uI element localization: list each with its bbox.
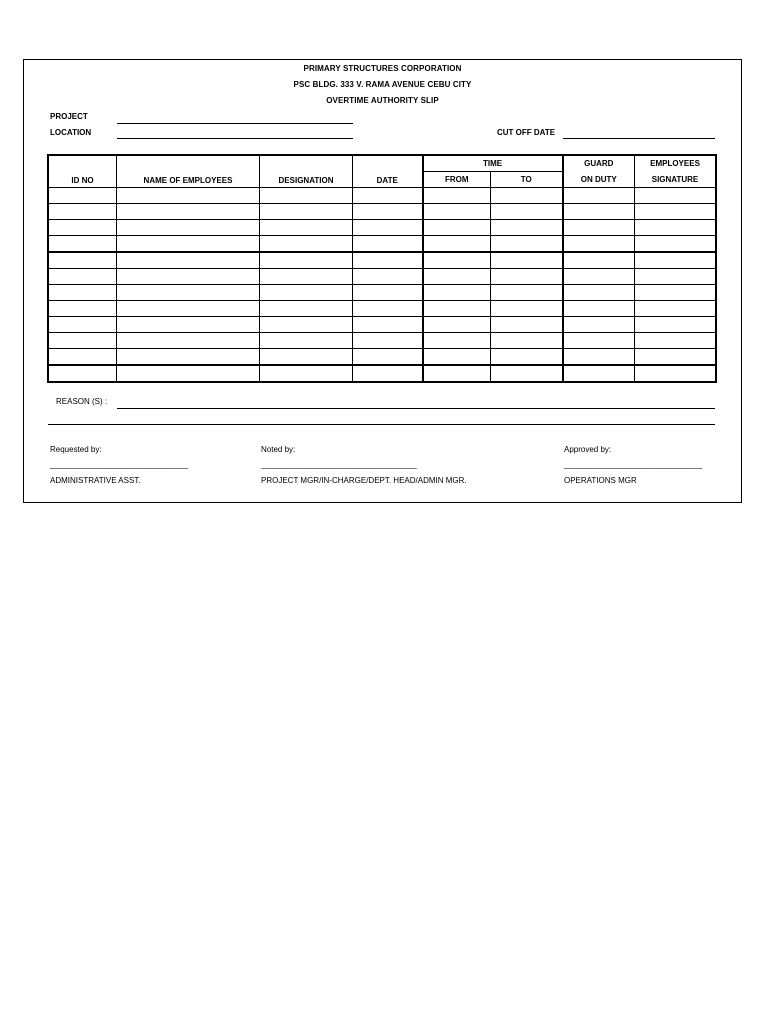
table-cell[interactable] bbox=[117, 301, 260, 317]
table-cell[interactable] bbox=[491, 317, 563, 333]
table-cell[interactable] bbox=[49, 349, 117, 366]
table-cell[interactable] bbox=[563, 269, 635, 285]
table-row bbox=[49, 301, 716, 317]
col-name: NAME OF EMPLOYEES bbox=[117, 156, 260, 188]
table-cell[interactable] bbox=[423, 285, 491, 301]
table-cell[interactable] bbox=[353, 269, 423, 285]
table-cell[interactable] bbox=[635, 301, 716, 317]
table-cell[interactable] bbox=[117, 204, 260, 220]
requested-by-label: Requested by: bbox=[50, 445, 102, 454]
table-cell[interactable] bbox=[491, 269, 563, 285]
table-cell[interactable] bbox=[563, 236, 635, 253]
table-cell[interactable] bbox=[635, 269, 716, 285]
table-cell[interactable] bbox=[491, 204, 563, 220]
approved-by-line[interactable]: _______________________________ bbox=[564, 460, 702, 469]
table-cell[interactable] bbox=[563, 252, 635, 269]
col-signature-top: EMPLOYEES bbox=[635, 156, 716, 172]
table-cell[interactable] bbox=[117, 269, 260, 285]
table-cell[interactable] bbox=[117, 285, 260, 301]
cutoff-date-field[interactable] bbox=[563, 138, 715, 139]
table-cell[interactable] bbox=[260, 285, 353, 301]
table-cell[interactable] bbox=[117, 252, 260, 269]
noted-by-role: PROJECT MGR/IN-CHARGE/DEPT. HEAD/ADMIN MGR. bbox=[261, 476, 467, 485]
table-cell[interactable] bbox=[563, 220, 635, 236]
location-field[interactable] bbox=[117, 138, 353, 139]
requested-by-role: ADMINISTRATIVE ASST. bbox=[50, 476, 141, 485]
requested-by-line[interactable]: _______________________________ bbox=[50, 460, 188, 469]
reason-field-line-2[interactable] bbox=[48, 424, 715, 425]
table-cell[interactable] bbox=[353, 220, 423, 236]
table-cell[interactable] bbox=[353, 188, 423, 204]
table-cell[interactable] bbox=[635, 285, 716, 301]
table-cell[interactable] bbox=[563, 317, 635, 333]
col-date: DATE bbox=[353, 156, 423, 188]
approved-by-role: OPERATIONS MGR bbox=[564, 476, 637, 485]
table-cell[interactable] bbox=[423, 236, 491, 253]
table-cell[interactable] bbox=[491, 188, 563, 204]
table-cell[interactable] bbox=[423, 204, 491, 220]
table-cell[interactable] bbox=[49, 188, 117, 204]
table-cell[interactable] bbox=[635, 349, 716, 366]
employee-table bbox=[48, 155, 716, 382]
cutoff-date-label: CUT OFF DATE bbox=[497, 128, 556, 137]
col-signature-bottom: SIGNATURE bbox=[635, 172, 716, 188]
table-cell[interactable] bbox=[353, 365, 423, 382]
table-cell[interactable] bbox=[353, 252, 423, 269]
table-cell[interactable] bbox=[353, 236, 423, 253]
project-field[interactable] bbox=[117, 123, 353, 124]
table-row bbox=[49, 252, 716, 269]
table-cell[interactable] bbox=[491, 333, 563, 349]
table-cell[interactable] bbox=[117, 236, 260, 253]
col-guard-bottom: ON DUTY bbox=[563, 172, 635, 188]
table-cell[interactable] bbox=[260, 317, 353, 333]
table-cell[interactable] bbox=[353, 317, 423, 333]
table-cell[interactable] bbox=[563, 204, 635, 220]
noted-by-label: Noted by: bbox=[261, 445, 296, 454]
table-cell[interactable] bbox=[491, 349, 563, 366]
noted-by-line[interactable]: ___________________________________ bbox=[261, 460, 417, 469]
table-row bbox=[49, 349, 716, 366]
table-cell[interactable] bbox=[635, 220, 716, 236]
table-cell[interactable] bbox=[563, 333, 635, 349]
table-cell[interactable] bbox=[49, 333, 117, 349]
table-cell[interactable] bbox=[635, 333, 716, 349]
table-cell[interactable] bbox=[635, 188, 716, 204]
table-cell[interactable] bbox=[353, 204, 423, 220]
table-cell[interactable] bbox=[117, 365, 260, 382]
table-cell[interactable] bbox=[117, 349, 260, 366]
table-cell[interactable] bbox=[49, 236, 117, 253]
location-label: LOCATION bbox=[50, 128, 92, 137]
table-cell[interactable] bbox=[563, 301, 635, 317]
table-cell[interactable] bbox=[491, 220, 563, 236]
table-cell[interactable] bbox=[635, 236, 716, 253]
table-cell[interactable] bbox=[260, 333, 353, 349]
col-designation: DESIGNATION bbox=[260, 156, 353, 188]
table-cell[interactable] bbox=[563, 285, 635, 301]
form-title: OVERTIME AUTHORITY SLIP bbox=[326, 96, 439, 105]
table-cell[interactable] bbox=[117, 188, 260, 204]
table-row bbox=[49, 204, 716, 220]
table-cell[interactable] bbox=[49, 317, 117, 333]
table-cell[interactable] bbox=[49, 285, 117, 301]
table-cell[interactable] bbox=[49, 365, 117, 382]
table-cell[interactable] bbox=[423, 349, 491, 366]
project-label: PROJECT bbox=[50, 112, 88, 121]
table-cell[interactable] bbox=[423, 269, 491, 285]
table-cell[interactable] bbox=[260, 365, 353, 382]
table-cell[interactable] bbox=[635, 252, 716, 269]
table-cell[interactable] bbox=[260, 252, 353, 269]
table-cell[interactable] bbox=[563, 188, 635, 204]
table-cell[interactable] bbox=[563, 349, 635, 366]
table-cell[interactable] bbox=[353, 301, 423, 317]
table-cell[interactable] bbox=[260, 349, 353, 366]
table-cell[interactable] bbox=[423, 333, 491, 349]
table-cell[interactable] bbox=[260, 301, 353, 317]
table-cell[interactable] bbox=[491, 301, 563, 317]
table-cell[interactable] bbox=[423, 301, 491, 317]
table-cell[interactable] bbox=[423, 252, 491, 269]
col-time: TIME bbox=[423, 156, 563, 172]
table-cell[interactable] bbox=[635, 317, 716, 333]
table-row bbox=[49, 365, 716, 382]
approved-by-label: Approved by: bbox=[564, 445, 612, 454]
col-time-to: TO bbox=[491, 172, 563, 188]
table-cell[interactable] bbox=[635, 365, 716, 382]
table-cell[interactable] bbox=[260, 269, 353, 285]
table-cell[interactable] bbox=[49, 301, 117, 317]
table-cell[interactable] bbox=[49, 220, 117, 236]
col-time-from: FROM bbox=[423, 172, 491, 188]
table-row bbox=[49, 220, 716, 236]
table-cell[interactable] bbox=[491, 365, 563, 382]
table-cell[interactable] bbox=[353, 333, 423, 349]
table-cell[interactable] bbox=[423, 188, 491, 204]
table-cell[interactable] bbox=[117, 333, 260, 349]
table-row bbox=[49, 317, 716, 333]
table-cell[interactable] bbox=[117, 317, 260, 333]
company-name: PRIMARY STRUCTURES CORPORATION bbox=[303, 64, 462, 73]
table-row bbox=[49, 269, 716, 285]
table-cell[interactable] bbox=[260, 188, 353, 204]
table-cell[interactable] bbox=[260, 220, 353, 236]
table-cell[interactable] bbox=[353, 285, 423, 301]
table-cell[interactable] bbox=[491, 252, 563, 269]
company-address: PSC BLDG. 333 V. RAMA AVENUE CEBU CITY bbox=[293, 80, 472, 89]
table-cell[interactable] bbox=[49, 252, 117, 269]
table-cell[interactable] bbox=[491, 285, 563, 301]
table-cell[interactable] bbox=[635, 204, 716, 220]
table-row bbox=[49, 285, 716, 301]
table-cell[interactable] bbox=[423, 365, 491, 382]
table-cell[interactable] bbox=[563, 365, 635, 382]
table-cell[interactable] bbox=[353, 349, 423, 366]
table-cell[interactable] bbox=[423, 317, 491, 333]
table-row bbox=[49, 236, 716, 253]
table-cell[interactable] bbox=[260, 204, 353, 220]
table-cell[interactable] bbox=[423, 220, 491, 236]
table-cell[interactable] bbox=[49, 204, 117, 220]
table-row bbox=[49, 333, 716, 349]
reason-field-line-1[interactable] bbox=[117, 408, 715, 409]
reason-label: REASON (S) : bbox=[56, 397, 108, 406]
col-id-no: ID NO bbox=[49, 156, 117, 188]
col-guard-top: GUARD bbox=[563, 156, 635, 172]
table-cell[interactable] bbox=[491, 236, 563, 253]
table-cell[interactable] bbox=[260, 236, 353, 253]
table-cell[interactable] bbox=[117, 220, 260, 236]
table-row bbox=[49, 188, 716, 204]
overtime-form bbox=[23, 59, 742, 503]
table-cell[interactable] bbox=[49, 269, 117, 285]
